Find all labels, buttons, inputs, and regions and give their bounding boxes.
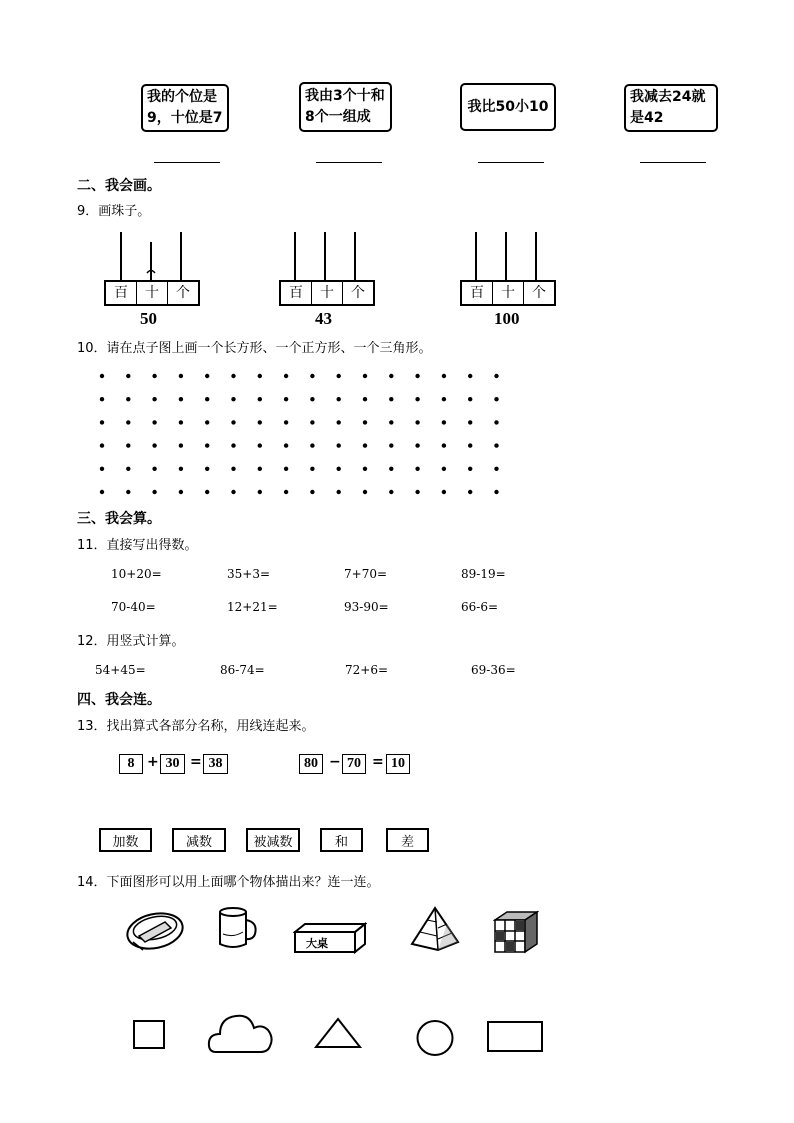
- grid-dot: [442, 397, 446, 401]
- grid-dot: [152, 420, 156, 424]
- abacus-col-tens: 十: [137, 282, 168, 304]
- equation-box[interactable]: 8: [119, 754, 143, 774]
- riddle-box-3: [460, 83, 556, 131]
- grid-dot: [284, 443, 288, 447]
- grid-dot: [100, 420, 104, 424]
- grid-dot: [258, 490, 262, 494]
- equation-box[interactable]: 80: [299, 754, 323, 774]
- expression: 86-74=: [220, 663, 265, 677]
- grid-dot: [205, 443, 209, 447]
- grid-dot: [258, 397, 262, 401]
- grid-dot: [231, 443, 235, 447]
- question-12: 12．用竖式计算。: [77, 634, 185, 649]
- grid-dot: [126, 420, 130, 424]
- section-title: 二、我会画。: [77, 178, 161, 194]
- operator: =: [372, 754, 384, 770]
- pyramid-icon[interactable]: [410, 906, 460, 952]
- expression: 93-90=: [344, 600, 389, 614]
- answer-blank[interactable]: [154, 162, 220, 163]
- riddle-box-1: [141, 84, 229, 132]
- grid-dot: [337, 420, 341, 424]
- grid-dot: [231, 397, 235, 401]
- question-13: 13．找出算式各部分名称，用线连起来。: [77, 719, 315, 734]
- abacus-col-hundreds: 百: [106, 282, 137, 304]
- cup-icon[interactable]: [215, 906, 261, 952]
- grid-dot: [442, 374, 446, 378]
- riddle-line: 我减去24就: [630, 89, 706, 105]
- grid-dot: [100, 374, 104, 378]
- abacus-col-tens: 十: [493, 282, 524, 304]
- abacus-col-hundreds: 百: [462, 282, 493, 304]
- expression: 54+45=: [95, 663, 146, 677]
- grid-dot: [205, 467, 209, 471]
- operator: =: [190, 754, 202, 770]
- equation-box[interactable]: 38: [203, 754, 228, 774]
- grid-dot: [179, 374, 183, 378]
- grid-dot: [179, 467, 183, 471]
- circle-shape[interactable]: [414, 1018, 456, 1058]
- expression: 69-36=: [471, 663, 516, 677]
- grid-dot: [231, 467, 235, 471]
- grid-dot: [310, 420, 314, 424]
- grid-dot: [442, 443, 446, 447]
- grid-dot: [310, 490, 314, 494]
- grid-dot: [284, 467, 288, 471]
- grid-dot: [389, 420, 393, 424]
- grid-dot: [494, 374, 498, 378]
- grid-dot: [152, 467, 156, 471]
- expression: 12+21=: [227, 600, 278, 614]
- grid-dot: [126, 374, 130, 378]
- grid-dot: [100, 490, 104, 494]
- expression: 66-6=: [461, 600, 499, 614]
- operator: −: [329, 754, 341, 770]
- grid-dot: [152, 374, 156, 378]
- expression: 72+6=: [345, 663, 389, 677]
- abacus-number: 100: [494, 309, 520, 328]
- riddle-line: 是42: [630, 110, 664, 126]
- grid-dot: [363, 443, 367, 447]
- equation-box[interactable]: 70: [342, 754, 366, 774]
- question-14: 14．下面图形可以用上面哪个物体描出来？连一连。: [77, 875, 380, 890]
- grid-dot: [231, 490, 235, 494]
- grid-dot: [179, 397, 183, 401]
- term-minuend[interactable]: 被减数: [246, 828, 300, 852]
- grid-dot: [231, 374, 235, 378]
- grid-dot: [310, 397, 314, 401]
- answer-blank[interactable]: [316, 162, 382, 163]
- riddle-box-4: [624, 84, 718, 132]
- grid-dot: [363, 397, 367, 401]
- grid-dot: [205, 397, 209, 401]
- grid-dot: [284, 490, 288, 494]
- box-icon[interactable]: [293, 922, 367, 954]
- grid-dot: [415, 420, 419, 424]
- riddle-box-2: [299, 82, 392, 132]
- grid-dot: [152, 490, 156, 494]
- grid-dot: [310, 443, 314, 447]
- term-difference[interactable]: 差: [386, 828, 429, 852]
- grid-dot: [100, 443, 104, 447]
- grid-dot: [179, 490, 183, 494]
- expression: 70-40=: [111, 600, 156, 614]
- abacus-2: [279, 232, 375, 304]
- term-subtrahend[interactable]: 减数: [172, 828, 226, 852]
- grid-dot: [126, 397, 130, 401]
- expression: 89-19=: [461, 567, 506, 581]
- box-label: 大桌: [306, 937, 328, 950]
- grid-dot: [494, 397, 498, 401]
- expression: 10+20=: [111, 567, 162, 581]
- square-shape[interactable]: [131, 1018, 169, 1052]
- abacus-col-ones: 个: [176, 285, 190, 301]
- riddle-line: 我比50小10: [467, 98, 549, 115]
- grid-dot: [231, 420, 235, 424]
- grid-dot: [415, 490, 419, 494]
- grid-dot: [152, 397, 156, 401]
- grid-dot: [494, 443, 498, 447]
- grid-dot: [284, 420, 288, 424]
- grid-dot: [389, 397, 393, 401]
- cube-icon[interactable]: [493, 910, 539, 954]
- grid-dot: [337, 443, 341, 447]
- grid-dot: [179, 443, 183, 447]
- riddle-line: 我由3个十和: [305, 88, 385, 104]
- grid-dot: [258, 467, 262, 471]
- riddle-line: 9，十位是7: [147, 110, 223, 126]
- operator: +: [147, 754, 159, 770]
- grid-dot: [258, 443, 262, 447]
- grid-dot: [494, 490, 498, 494]
- grid-dot: [363, 420, 367, 424]
- grid-dot: [442, 467, 446, 471]
- grid-dot: [284, 374, 288, 378]
- term-sum[interactable]: 和: [320, 828, 363, 852]
- abacus-1: [104, 232, 200, 304]
- grid-dot: [415, 397, 419, 401]
- grid-dot: [310, 467, 314, 471]
- grid-dot: [205, 420, 209, 424]
- grid-dot: [415, 374, 419, 378]
- grid-dot: [258, 420, 262, 424]
- riddle-line: 我的个位是: [147, 89, 217, 105]
- equation-box[interactable]: 10: [386, 754, 410, 774]
- abacus-base: [279, 280, 375, 306]
- grid-dot: [468, 420, 472, 424]
- grid-dot: [337, 467, 341, 471]
- rectangle-shape[interactable]: [485, 1019, 545, 1055]
- grid-dot: [415, 443, 419, 447]
- grid-dot: [442, 490, 446, 494]
- grid-dot: [494, 420, 498, 424]
- answer-blank[interactable]: [478, 162, 544, 163]
- eraser-icon[interactable]: [125, 906, 185, 956]
- abacus-col-hundreds: 百: [281, 282, 312, 304]
- grid-dot: [468, 467, 472, 471]
- expression: 35+3=: [227, 567, 271, 581]
- grid-dot: [468, 397, 472, 401]
- grid-dot: [205, 490, 209, 494]
- grid-dot: [363, 490, 367, 494]
- grid-dot: [468, 490, 472, 494]
- abacus-base: [460, 280, 556, 306]
- question-10: 10．请在点子图上画一个长方形、一个正方形、一个三角形。: [77, 341, 432, 356]
- abacus-base: [104, 280, 200, 306]
- question-11: 11．直接写出得数。: [77, 538, 198, 553]
- grid-dot: [389, 490, 393, 494]
- grid-dot: [337, 490, 341, 494]
- grid-dot: [389, 374, 393, 378]
- expression: 7+70=: [344, 567, 388, 581]
- dot-grid[interactable]: [96, 370, 506, 496]
- grid-dot: [284, 397, 288, 401]
- abacus-col-ones: 个: [532, 285, 546, 301]
- grid-dot: [337, 397, 341, 401]
- grid-dot: [152, 443, 156, 447]
- grid-dot: [468, 443, 472, 447]
- grid-dot: [258, 374, 262, 378]
- riddle-line: 8个一组成: [305, 109, 371, 125]
- grid-dot: [179, 420, 183, 424]
- grid-dot: [100, 467, 104, 471]
- triangle-shape[interactable]: [312, 1016, 364, 1050]
- section-title: 四、我会连。: [77, 692, 161, 708]
- grid-dot: [205, 374, 209, 378]
- grid-dot: [363, 467, 367, 471]
- grid-dot: [389, 467, 393, 471]
- abacus-number: 43: [315, 309, 332, 328]
- grid-dot: [494, 467, 498, 471]
- grid-dot: [468, 374, 472, 378]
- question-9: 9．画珠子。: [77, 204, 151, 219]
- grid-dot: [363, 374, 367, 378]
- abacus-3: [460, 232, 556, 304]
- grid-dot: [126, 467, 130, 471]
- grid-dot: [442, 420, 446, 424]
- abacus-number: 50: [140, 309, 157, 328]
- section-title: 三、我会算。: [77, 511, 161, 527]
- cloud-shape[interactable]: [206, 1010, 274, 1056]
- grid-dot: [337, 374, 341, 378]
- grid-dot: [310, 374, 314, 378]
- abacus-col-ones: 个: [351, 285, 365, 301]
- answer-blank[interactable]: [640, 162, 706, 163]
- abacus-col-tens: 十: [312, 282, 343, 304]
- grid-dot: [100, 397, 104, 401]
- grid-dot: [126, 490, 130, 494]
- grid-dot: [126, 443, 130, 447]
- term-addend[interactable]: 加数: [99, 828, 152, 852]
- grid-dot: [415, 467, 419, 471]
- equation-box[interactable]: 30: [160, 754, 185, 774]
- grid-dot: [389, 443, 393, 447]
